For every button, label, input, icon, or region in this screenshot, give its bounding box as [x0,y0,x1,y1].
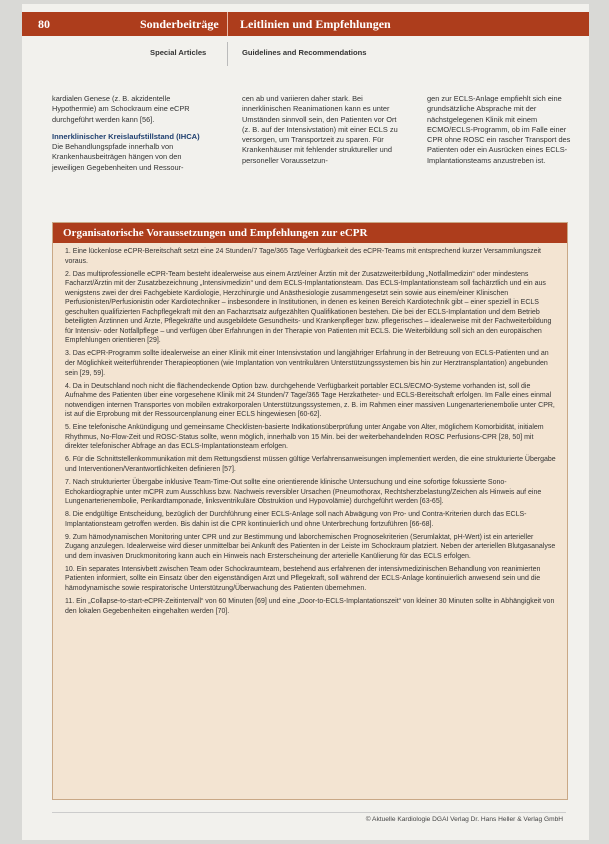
list-item: 5. Eine telefonische Ankündigung und gemeinsame Checklisten-basierte Indikationsüberprüfung unter Angabe von Alter, möglichem Komorbidität, initialem Rhythmus, No-Flow-Zeit und ROSC-Status sollte, wenn möglich, innerhalb von 15 Min. bei der weiterbehandelnden ROSC Perfusions-CPR [28, 50] mit direkter telefonischer Abfrage an das ECLS-Implantationsteam erfolgen. [65,424,544,451]
topic-title: Leitlinien und Empfehlungen [240,16,391,31]
column-2 [242,94,404,166]
footer-divider [52,812,566,813]
column-3-text: gen zur ECLS-Anlage empfiehlt sich eine grundsätzliche Absprache mit der nächstgelegenen Klinik mit einem ECMO/ECLS-Programm, ob im Falle einer CPR ohne ROSC ein rascher Transport des Patienten oder ein Ausrücken eines ECLS-Implantationsteams anzustreben ist. [427,94,571,165]
column-3 [427,94,572,166]
list-item: 6. Für die Schnittstellenkommunikation mit dem Rettungsdienst müssen gültige Verfahrensanweisungen implementiert werden, die eine strukturierte Übergabe und Interventionen/Verantwortlichkeiten definieren [57]. [65,456,556,473]
list-item: 1. Eine lückenlose eCPR-Bereitschaft setzt eine 24 Stunden/7 Tage/365 Tage Verfügbarkeit des eCPR-Teams mit entsprechend kurzer Versammlungszeit voraus. [65,248,541,265]
list-item: 10. Ein separates Intensivbett zwischen Team oder Schockraumteam, bestehend aus erfahrenen der intensivmedizinischen Behandlung von reanimierten Patienten informiert, sollte ein Einsatz über den eigenständigen Arzt und Pflegekraft, soll während der ECLS-Anlage kontinuierlich anwesend sein und die hämodynamische sowie respiratorische Unterstützung/Überwachung des Patienten übernehmen. [65,565,541,592]
section-title: Sonderbeiträge [140,16,219,31]
header-divider [227,12,228,36]
box-title: Organisatorische Voraussetzungen und Empfehlungen zur eCPR [53,223,567,243]
recommendations-box [52,222,568,800]
list-item: 9. Zum hämodynamischen Monitoring unter CPR und zur Bestimmung und laborchemischen Prognosekriterien (Serumlaktat, pH-Wert) ist ein arterieller Zugang anzulegen. Idealerweise wird dieser unmittelbar bei Ankunft des Patienten in der Leiste im Schockraum platziert. Neben der arteriellen Blutgasanalyse und dem invasiven Druckmonitoring kann auch ein Hinweis nach Ersterscheinung der arterielle Kanülierung für das ECLS erfolgen. [65,533,556,560]
column-1-heading: Innerklinischer Kreislaufstillstand (IHCA) [52,131,200,141]
list-item: 2. Das multiprofessionelle eCPR-Team besteht idealerweise aus einem Arzt/einer Ärztin mit der Zusatzweiterbildung „Notfallmedizin“ oder mindestens Facharzt/Ärztin mit der Zusatzbezeichnung „Intensivmedizin“ und dem ECLS-Implantationsteam. Das ECLS-Implantationsteam soll fachärztlich und ein aus wenigstens zwei der drei Fachgebiete Kardiologie, Herzchirurgie und Anästhesiologie zusammengesetzt sein sowie aus einem/einer Klinischen Perfusionisten/Perfusionistin oder Kardiotechniker – insbesondere in Institutionen, in denen es keinen Bereich Kardiotechnik gibt – einer speziell in ECLS geschulten qualifizierten Fachpflegekraft mit den an Facharztsatz aufgezählten Qualifikationen bestehen. Die bei der ECLS-Implantation und dem Betrieb beteiligten Ärztinnen und Ärzte, Pflegekräfte und ausgebildete Gesundheits- und Krankenpfleger bzw. pflegerisches – idealerweise mit der Fachweiterbildung für Intensiv- oder Notfallpflege – und verfügen über Erfahrungen in der Therapie von Patienten mit ECLS. Die Weiterbildung soll sich an den europäischen Empfehlungen orientieren [29]. [65,270,552,345]
copyright-notice: © Aktuelle Kardiologie DGAI Verlag Dr. Hans Heller & Verlag GmbH [365,816,563,823]
list-item: 11. Ein „Collapse-to-start-eCPR-Zeitintervall“ von 60 Minuten [69] und eine „Door-to-ECLS-Implantationszeit“ von kleiner 30 Minuten sollte in Abhängigkeit von den lokalen Gegebenheiten eingehalten werden [70]. [65,598,555,615]
list-item: 4. Da in Deutschland noch nicht die flächendeckende Option bzw. durchgehende Verfügbarkeit portabler ECLS/ECMO-Systeme vorhanden ist, soll die Aufnahme des Patienten über eine vorgesehene Klinik mit 24 Stunden/7 Tage/365 Tage Herzkatheter- und ECLS-Bereitschaft erfolgen. Im Falle eines einmal notwendigen internen Transportes von mobilen extrakorporalen Unterstützungssystemen, z. B. im Rahmen einer massiven Lungenarterienembolie unter CPR, ist auf die Erprobung mit der Ressourcenplanung einer ECLS hingewiesen [60-62]. [65,382,555,419]
column-2-text: cen ab und variieren daher stark. Bei innerklinischen Reanimationen kann es unter Umständen sinnvoll sein, den Patienten vor Ort (z. B. auf der Intensivstation) mit einer ECLS zu versorgen, um Transportzeit zu sparen. Für Krankenhäuser mit fehlender struktureller und personeller Voraussetzun- [242,94,398,165]
column-1 [52,94,210,173]
page-header [22,12,589,36]
list-item: 8. Die endgültige Entscheidung, bezüglich der Durchführung einer ECLS-Anlage soll nach Abwägung von Pro- und Contra-Kriterien durch das ECLS-Implantationsteam getroffen werden. Bis dahin ist die CPR kontinuierlich und ohne Unterbrechung fortzuführen [66-68]. [65,511,527,528]
box-body [53,243,567,616]
list-item: 7. Nach strukturierter Übergabe inklusive Team-Time-Out sollte eine orientierende klinische Untersuchung und eine sofortige fokussierte Sono-Echokardiographie unter mCPR zum Ausschluss bzw. Nachweis reversibler Ursachen (Pneumothorax, Rechtsherzbelastung/Zeichen als Hinweis auf eine Lungenarterienembolie, Perikardtamponade, linksventrikuläre Obstruktion und Hypovolämie) durchgeführt werden [63-65]. [65,479,542,506]
column-1-text: kardialen Genese (z. B. akzidentelle Hypothermie) am Schockraum eine eCPR durchgeführt werden kann [56]. [52,94,190,124]
page-number: 80 [38,16,50,31]
column-1-text-2: Die Behandlungspfade innerhalb von Krankenhausbeiträgen hängen von den jeweiligen Gegebenheiten und Ressour- [52,142,184,172]
subheader-topic: Guidelines and Recommendations [242,48,367,57]
body-columns [52,94,571,204]
list-item: 3. Das eCPR-Programm sollte idealerweise an einer Klinik mit einer Intensivstation und langjähriger Erfahrung in der Betreuung von ECLS-Patienten und an der Möglichkeit weiterführender Therapieoptionen (wie Implantation von ventrikulären Unterstützungssystemen bis hin zur Herztransplantation) angebunden sein [29, 59]. [65,350,549,377]
document-page [22,4,589,840]
subheader-divider [227,42,228,66]
subheader-section: Special Articles [150,48,207,57]
